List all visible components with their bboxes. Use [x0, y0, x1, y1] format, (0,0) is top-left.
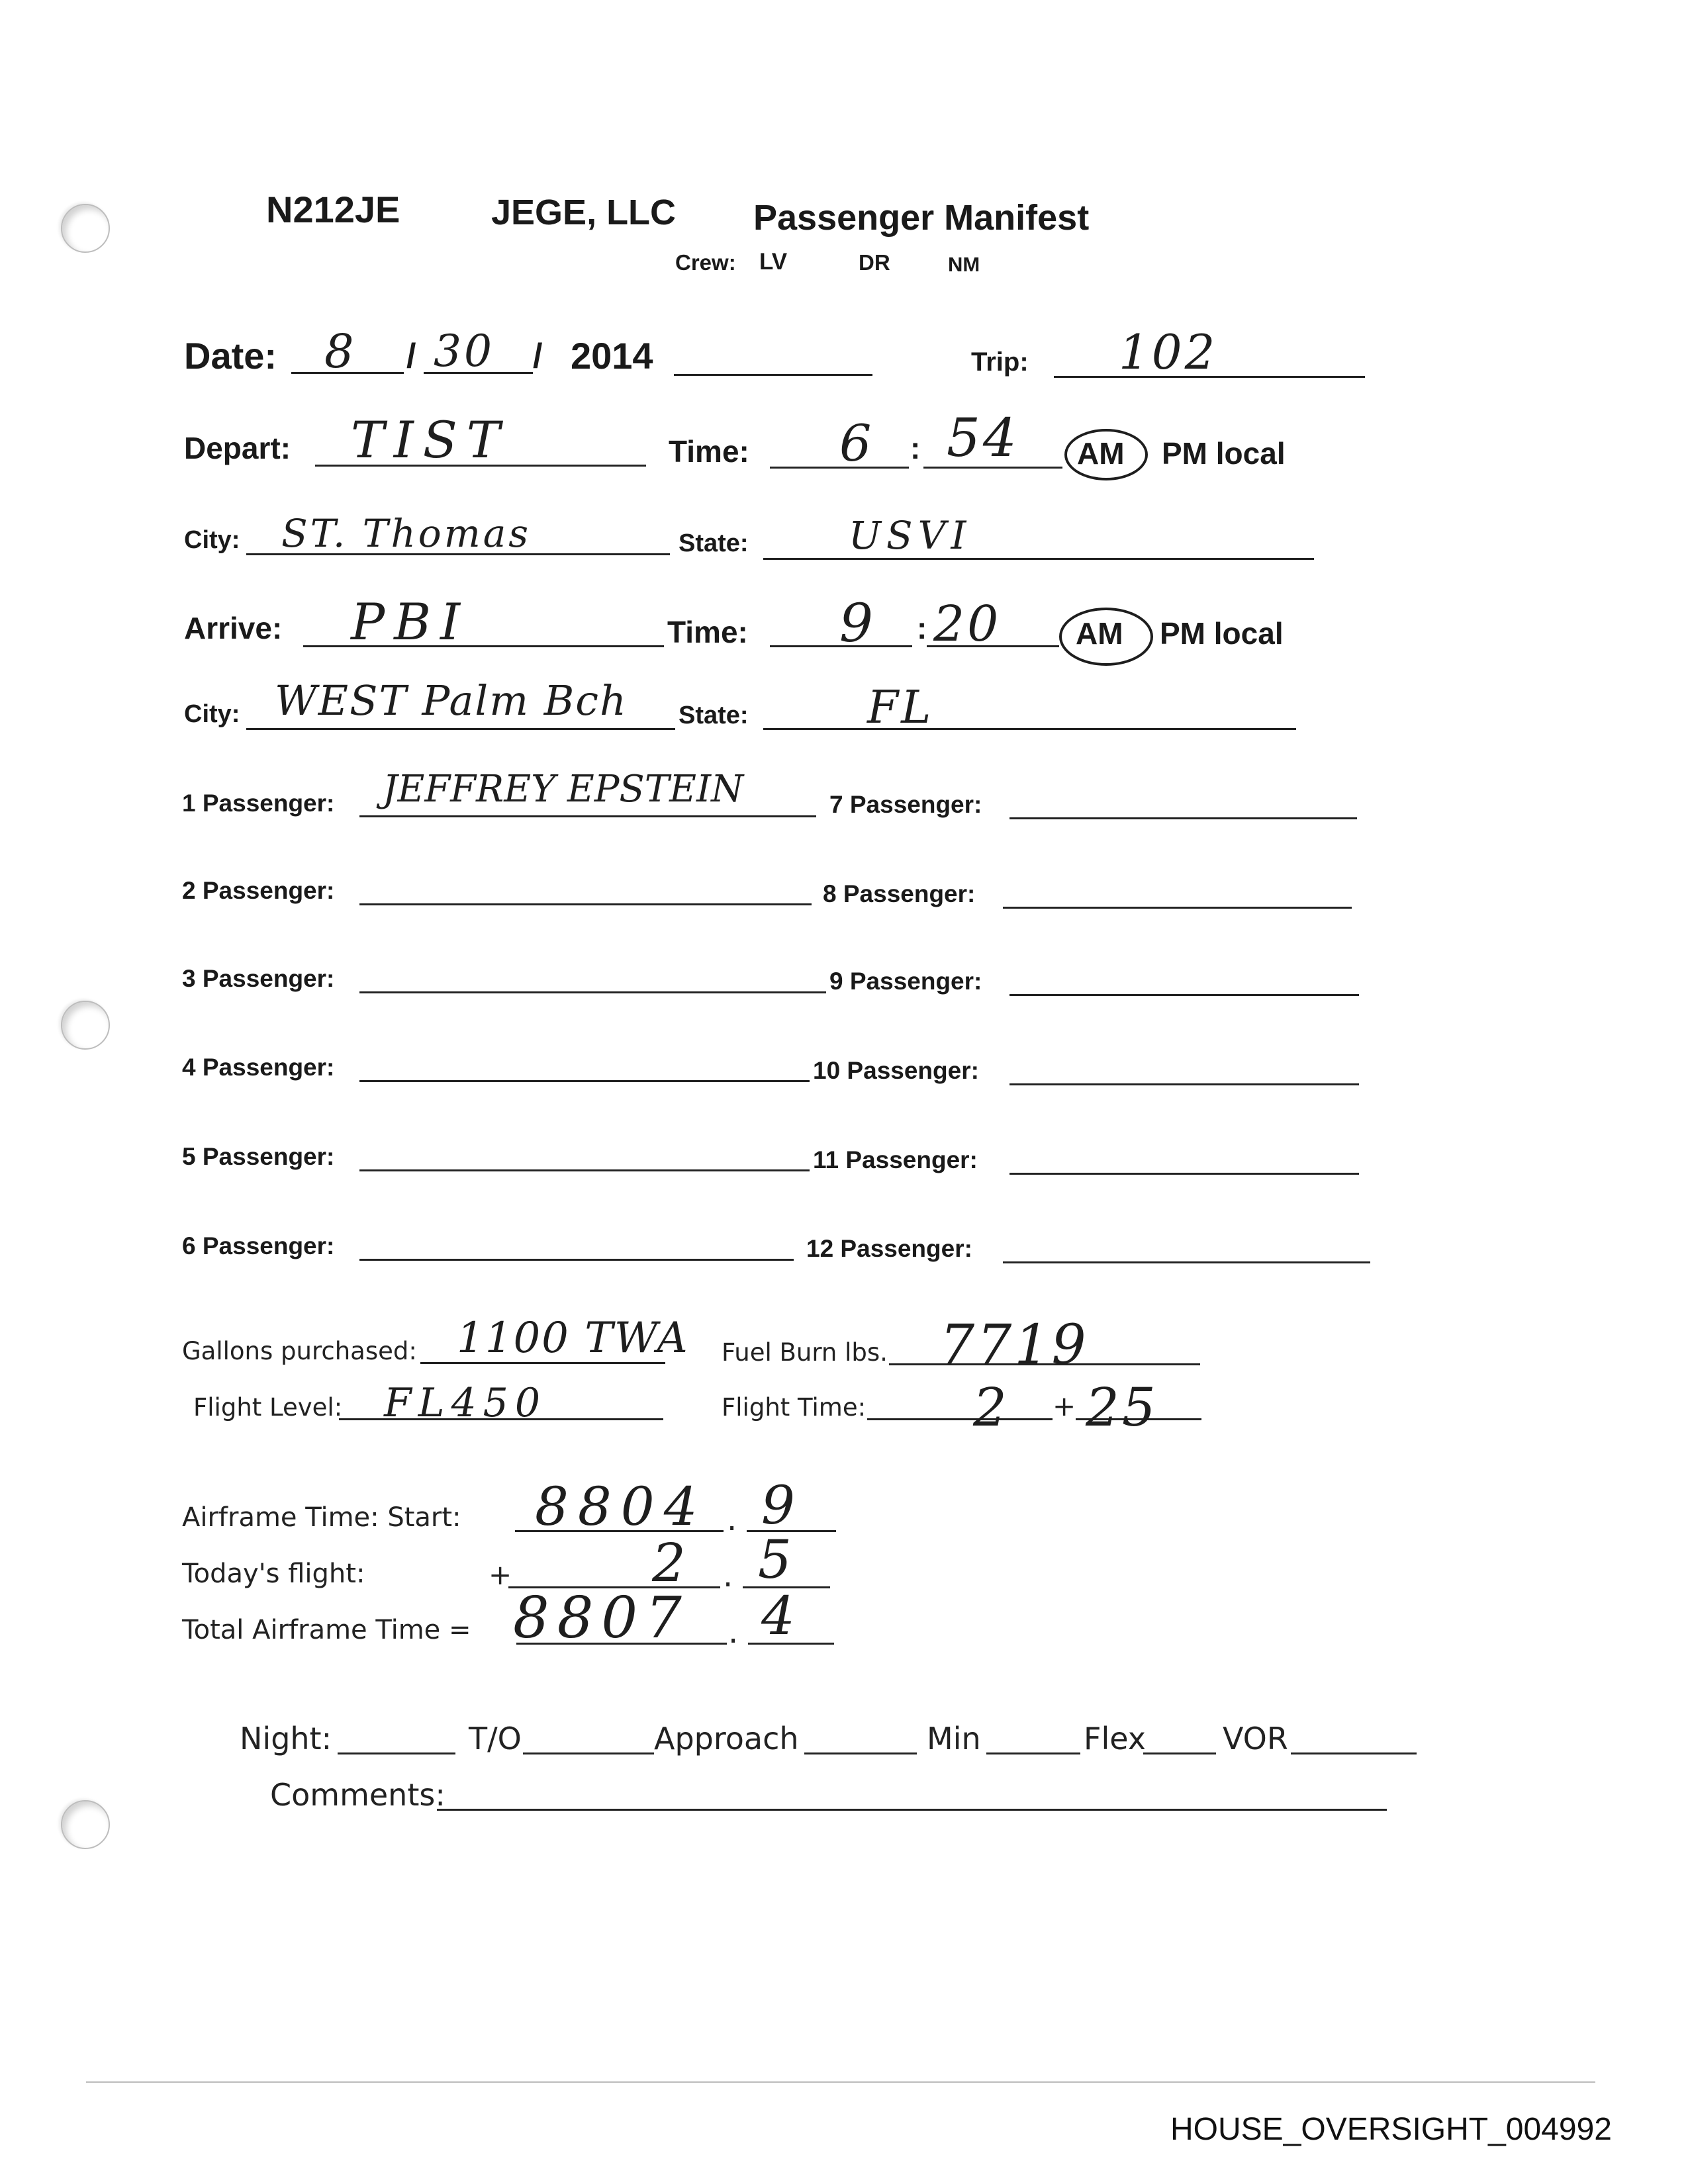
depart-minute: 54 — [947, 407, 1019, 469]
passenger-2-label: 2 Passenger: — [182, 877, 335, 904]
depart-state: USVI — [849, 513, 972, 558]
todays-flight-whole: 2 — [652, 1532, 688, 1594]
airframe-start-dot: . — [727, 1501, 737, 1538]
todays-flight-dec: 5 — [758, 1529, 794, 1590]
min-label: Min — [927, 1721, 981, 1756]
comments-label: Comments: — [270, 1777, 445, 1813]
flight-level-label: Flight Level: — [193, 1393, 343, 1422]
arrive-pm-local: PM local — [1160, 616, 1284, 651]
depart-city-label: City: — [184, 526, 240, 554]
takeoff-label: T/O — [469, 1721, 522, 1756]
airframe-start-label: Airframe Time: Start: — [182, 1502, 461, 1533]
fuel-burn-value: 7719 — [940, 1314, 1089, 1377]
flight-level-value: FL450 — [384, 1380, 547, 1426]
vor-label: VOR — [1223, 1721, 1288, 1756]
gallons-value: 1100 TWA — [457, 1314, 689, 1363]
passenger-1-value: JEFFREY EPSTEIN — [383, 768, 744, 811]
arrive-time-label: Time: — [667, 615, 748, 649]
arrive-city: WEST Palm Bch — [275, 676, 628, 725]
page-bottom-rule — [86, 2081, 1595, 2083]
passenger-5-label: 5 Passenger: — [182, 1143, 335, 1170]
passenger-1-label: 1 Passenger: — [182, 790, 335, 817]
passenger-12-label: 12 Passenger: — [806, 1235, 972, 1262]
depart-hour: 6 — [839, 414, 874, 473]
arrive-label: Arrive: — [184, 611, 283, 645]
airframe-start-whole: 8804 — [535, 1476, 707, 1537]
passenger-6-label: 6 Passenger: — [182, 1232, 335, 1259]
crew-2: DR — [859, 250, 890, 275]
trip-label: Trip: — [971, 347, 1029, 377]
arrive-hour: 9 — [839, 592, 876, 654]
date-slash-1: / — [406, 337, 416, 375]
date-label: Date: — [184, 335, 277, 377]
arrive-state: FL — [867, 682, 934, 734]
date-day: 30 — [434, 326, 494, 377]
approach-label: Approach — [654, 1721, 799, 1756]
airframe-start-dec: 9 — [761, 1475, 798, 1536]
company-name: JEGE, LLC — [491, 193, 677, 232]
todays-flight-plus: + — [489, 1559, 512, 1591]
passenger-10-label: 10 Passenger: — [813, 1057, 979, 1084]
arrive-minute: 20 — [933, 596, 1002, 653]
trip-value: 102 — [1119, 324, 1218, 380]
crew-label: Crew: — [675, 250, 736, 275]
flight-time-minutes: 25 — [1086, 1377, 1158, 1438]
gallons-label: Gallons purchased: — [182, 1337, 417, 1365]
date-year: 2014 — [571, 335, 653, 377]
passenger-7-label: 7 Passenger: — [829, 791, 982, 818]
passenger-11-label: 11 Passenger: — [813, 1146, 978, 1173]
arrive-state-label: State: — [679, 702, 749, 729]
binder-hole-middle — [61, 1001, 110, 1050]
bates-number: HOUSE_OVERSIGHT_004992 — [1170, 2112, 1612, 2147]
depart-time-label: Time: — [669, 434, 749, 469]
passenger-9-label: 9 Passenger: — [829, 968, 982, 995]
flex-label: Flex — [1084, 1721, 1146, 1756]
arrive-am: AM — [1076, 616, 1123, 651]
page-title: Passenger Manifest — [753, 198, 1090, 238]
total-airframe-dot: . — [728, 1614, 739, 1651]
passenger-3-label: 3 Passenger: — [182, 965, 335, 992]
arrive-value: PBI — [351, 592, 470, 651]
total-airframe-dec: 4 — [761, 1585, 798, 1647]
depart-city: ST. Thomas — [281, 511, 532, 556]
todays-flight-dot: . — [723, 1557, 733, 1594]
total-airframe-whole: 8807 — [513, 1585, 690, 1651]
flight-time-label: Flight Time: — [722, 1393, 867, 1422]
date-slash-2: / — [533, 337, 543, 375]
depart-colon: : — [910, 431, 921, 465]
todays-flight-label: Today's flight: — [182, 1559, 365, 1589]
passenger-4-label: 4 Passenger: — [182, 1054, 335, 1081]
arrive-city-label: City: — [184, 700, 240, 728]
depart-value: TIST — [351, 410, 510, 469]
depart-pm-local: PM local — [1162, 436, 1286, 471]
passenger-8-label: 8 Passenger: — [823, 880, 976, 907]
crew-1: LV — [759, 249, 788, 275]
arrive-colon: : — [917, 611, 927, 645]
date-month: 8 — [324, 324, 357, 379]
night-label: Night: — [240, 1721, 332, 1756]
depart-state-label: State: — [679, 529, 749, 557]
flight-time-plus: + — [1053, 1390, 1076, 1422]
binder-hole-bottom — [61, 1800, 110, 1849]
tail-number: N212JE — [266, 189, 400, 230]
crew-3: NM — [948, 253, 980, 276]
binder-hole-top — [61, 204, 110, 253]
depart-label: Depart: — [184, 431, 291, 465]
depart-am: AM — [1077, 436, 1125, 471]
flight-time-hours: 2 — [973, 1377, 1009, 1438]
total-airframe-label: Total Airframe Time = — [182, 1615, 471, 1645]
fuel-burn-label: Fuel Burn lbs. — [722, 1338, 888, 1367]
